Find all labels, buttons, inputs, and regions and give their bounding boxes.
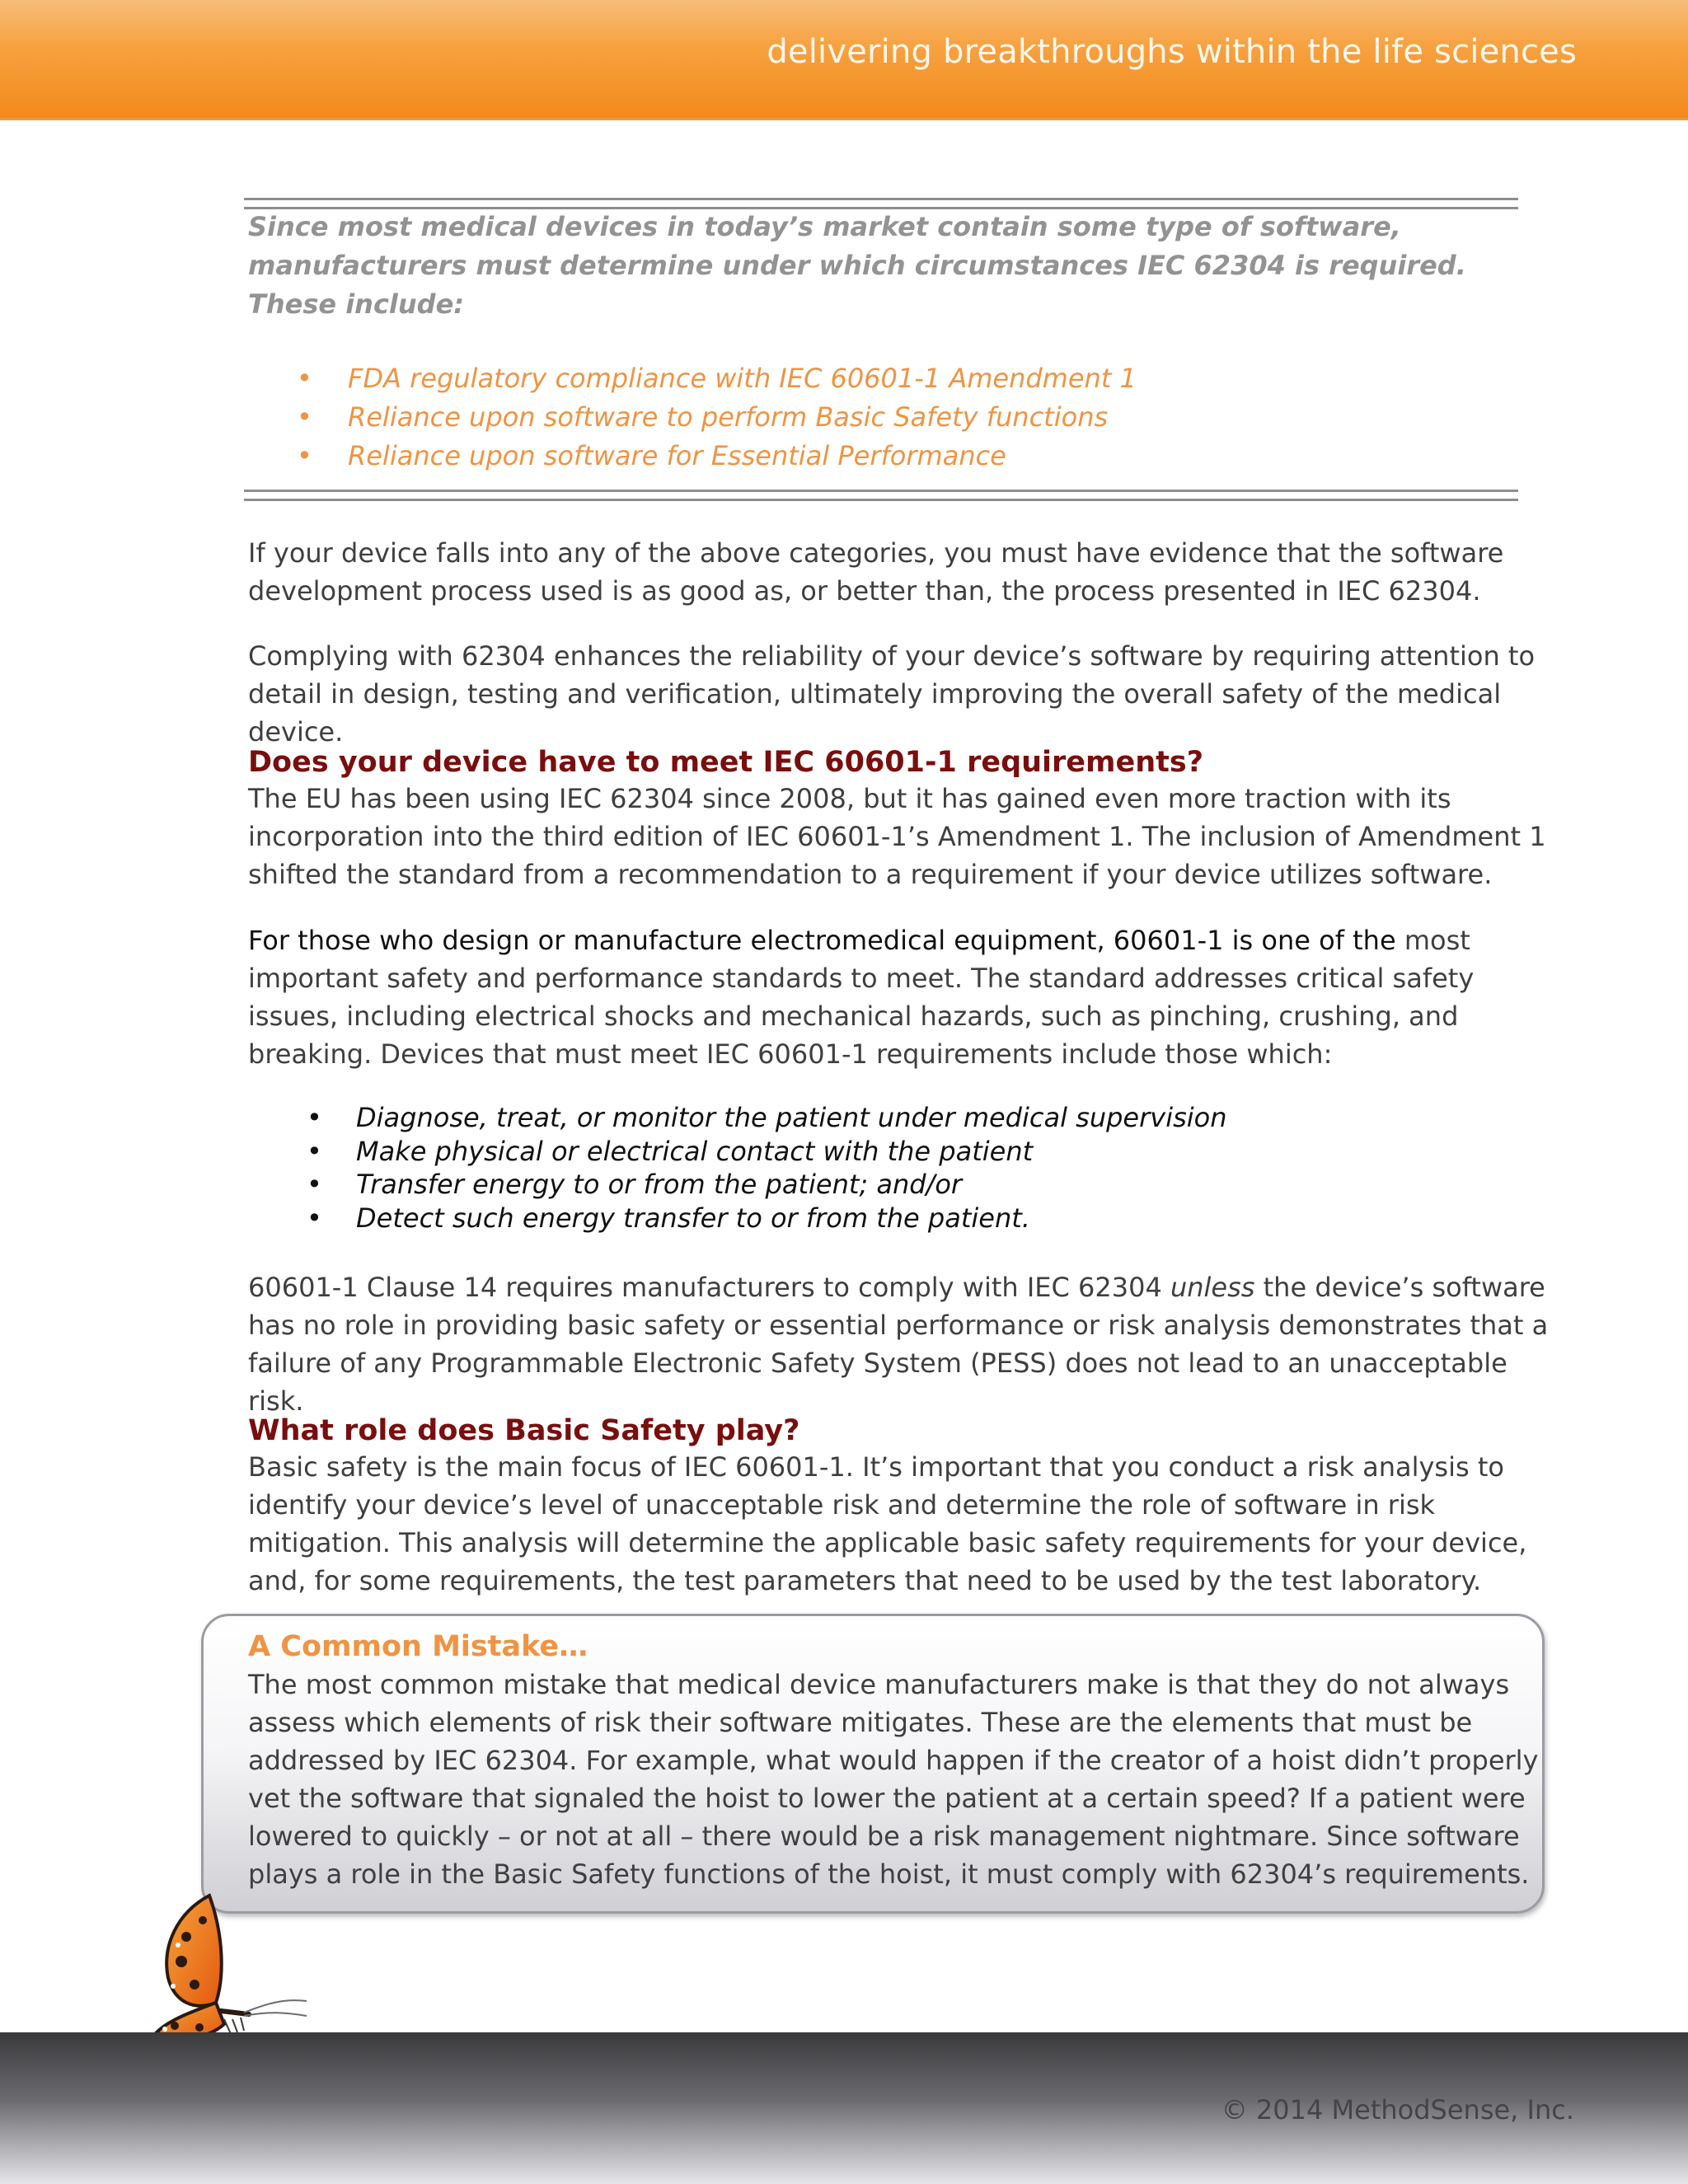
bullet-icon: •: [297, 440, 312, 471]
paragraph: Basic safety is the main focus of IEC 60601-1. It’s important that you conduct a risk analysis to identify your device’s level of unacceptable risk and determine the role of software in risk mitigation. This analysis will determine the applicable basic safety requirements for your device, and, for some requirements, the test parameters that need to be used by the test laboratory.: [248, 1451, 1527, 1596]
list-item: • Reliance upon software to perform Basic Safety functions: [297, 398, 1137, 437]
callout-title: A Common Mistake…: [248, 1630, 588, 1663]
paragraph: [248, 921, 1550, 1073]
list-item: • Detect such energy transfer to or from the patient.: [307, 1202, 1030, 1234]
intro-line: Since most medical devices in today’s market contain some type of software,: [248, 211, 1401, 242]
bullet-icon: •: [307, 1102, 322, 1133]
emphasis: unless: [1170, 1272, 1255, 1303]
bullet-icon: •: [307, 1169, 322, 1200]
section-heading: Does your device have to meet IEC 60601-1 requirements?: [248, 746, 1204, 779]
section-heading: What role does Basic Safety play?: [248, 1414, 800, 1447]
intro-bullet-list: [297, 359, 1137, 476]
list-item: • Make physical or electrical contact with the patient: [307, 1135, 1034, 1167]
list-item: • FDA regulatory compliance with IEC 60601-1 Amendment 1: [297, 359, 1137, 398]
paragraph: If your device falls into any of the above categories, you must have evidence that the software development process used is as good as, or better than, the process presented in IEC 62304.: [248, 537, 1504, 607]
paragraph-rest: most important safety and performance standards to meet. The standard addresses critical safety issues, including electrical shocks and mechanical hazards, such as pinching, crushing, and breaking. Devices that must meet IEC 60601-1 requirements include those which:: [248, 925, 1475, 1070]
bullet-icon: •: [307, 1202, 322, 1234]
list-item: • Diagnose, treat, or monitor the patient under medical supervision: [307, 1102, 1227, 1133]
paragraph-lead: For those who design or manufacture electromedical equipment, 60601-1 is one of the: [248, 925, 1396, 956]
device-criteria-list: [307, 1101, 1227, 1235]
bullet-icon: •: [307, 1135, 322, 1167]
bullet-icon: •: [297, 363, 312, 394]
intro-line: These include:: [248, 288, 465, 320]
butterfly-icon: [145, 1887, 310, 2044]
footer-copyright: © 2014 MethodSense, Inc.: [1221, 2094, 1574, 2125]
bullet-icon: •: [297, 401, 312, 433]
intro-line: manufacturers must determine under which circumstances IEC 62304 is required.: [248, 250, 1466, 281]
callout-text: The most common mistake that medical device manufacturers make is that they do not always assess which elements of risk their software mitigates. These are the elements that must be addressed by IEC 62304. For example, what would happen if the creator of a hoist didn’t properly vet the software that signaled the hoist to lower the patient at a certain speed? If a patient were lowered to quickly – or not at all – there would be a risk management nightmare. Since software plays a role in the Basic Safety functions of the hoist, it must comply with 62304’s requirements.: [248, 1669, 1539, 1890]
paragraph: The EU has been using IEC 62304 since 2008, but it has gained even more traction with its incorporation into the third edition of IEC 60601-1’s Amendment 1. The inclusion of Amendment 1 shifted the standard from a recommendation to a requirement if your device utilizes software.: [248, 783, 1546, 890]
list-item: • Reliance upon software for Essential Performance: [297, 437, 1137, 476]
paragraph: Complying with 62304 enhances the reliability of your device’s software by requiring attention to detail in design, testing and verification, ultimately improving the overall safety of the medical device.: [248, 640, 1536, 748]
bottom-double-rule: [244, 490, 1518, 501]
list-item: • Transfer energy to or from the patient; and/or: [307, 1169, 963, 1200]
header-tagline: delivering breakthroughs within the life sciences: [767, 33, 1577, 71]
paragraph: 60601-1 Clause 14 requires manufacturers to comply with IEC 62304 unless the device’s software has no role in providing basic safety or essential performance or risk analysis demonstrates that a failure of any Programmable Electronic Safety System (PESS) does not lead to an unacceptable risk.: [248, 1272, 1549, 1417]
header-band: [0, 0, 1688, 120]
intro-callout-text: [248, 208, 1501, 324]
